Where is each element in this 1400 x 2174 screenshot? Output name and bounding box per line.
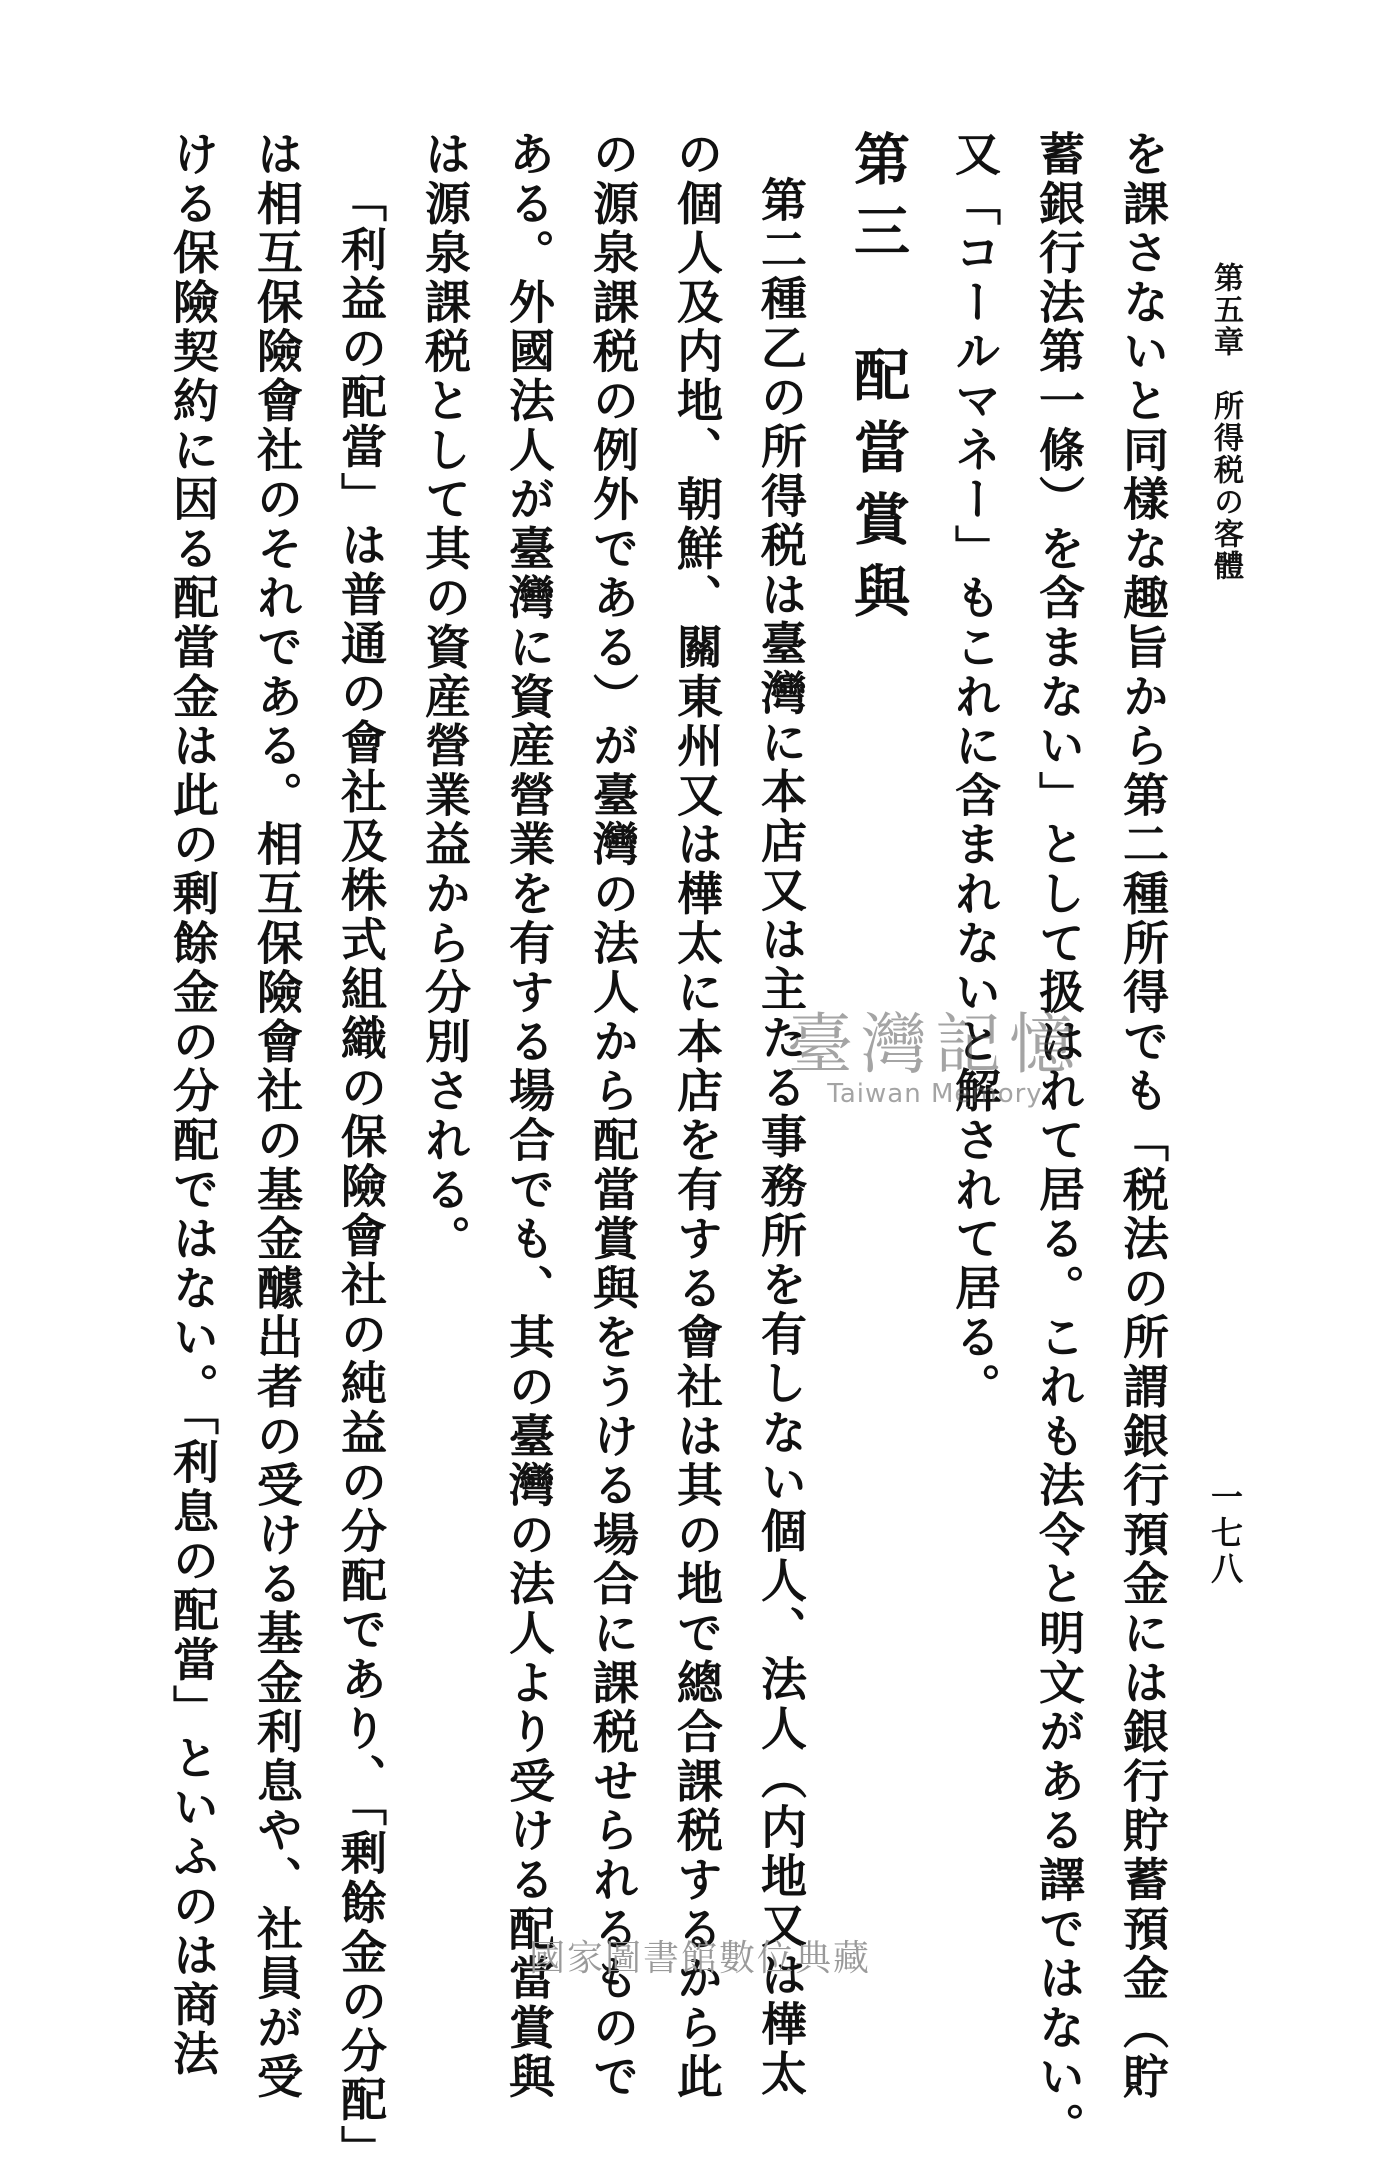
body-line: を課さないと同樣な趣旨から第二種所得でも「税法の所謂銀行預金には銀行貯蓄預金（貯: [1116, 130, 1170, 2102]
body-line: 蓄銀行法第一條）を含まない」として扱はれて居る。これも法令と明文がある譯ではない。: [1032, 130, 1086, 2152]
body-line: の個人及内地、朝鮮、關東州又は樺太に本店を有する會社は其の地で總合課税するから此: [670, 130, 724, 2102]
body-line: は相互保險會社のそれである。相互保險會社の基金醵出者の受ける基金利息や、社員が受: [250, 130, 304, 2102]
watermark-subtitle: Taiwan Memory: [827, 1079, 1043, 1109]
running-head: 第五章 所得税の客體: [1208, 262, 1243, 582]
body-line: 又「コールマネー」もこれに含まれないと解されて居る。: [948, 130, 1002, 1412]
watermark-logo: 臺灣記憶: [787, 1006, 1083, 1083]
body-line: 第二種乙の所得税は臺灣に本店又は主たる事務所を有しない個人、法人（内地又は樺太: [754, 176, 808, 2099]
body-line: の源泉課税の例外である）が臺灣の法人から配當賞與をうける場合に課税せられるもので: [586, 130, 640, 2102]
body-line: ある。外國法人が臺灣に資産營業を有する場合でも、其の臺灣の法人より受ける配當賞與: [502, 130, 556, 2102]
body-line: 「利益の配當」は普通の會社及株式組織の保險會社の純益の分配であり、「剰餘金の分配」: [334, 176, 388, 2174]
section-heading: 第三 配當賞與: [845, 130, 911, 634]
body-line: は源泉課税として其の資産營業益から分別される。: [418, 130, 472, 1264]
footer-attribution: 國家圖書館數位典藏: [528, 1938, 871, 1979]
body-line: ける保險契約に因る配當金は此の剰餘金の分配ではない。「利息の配當」といふのは商法: [166, 130, 220, 2079]
page-number: 一七八: [1206, 1480, 1244, 1588]
